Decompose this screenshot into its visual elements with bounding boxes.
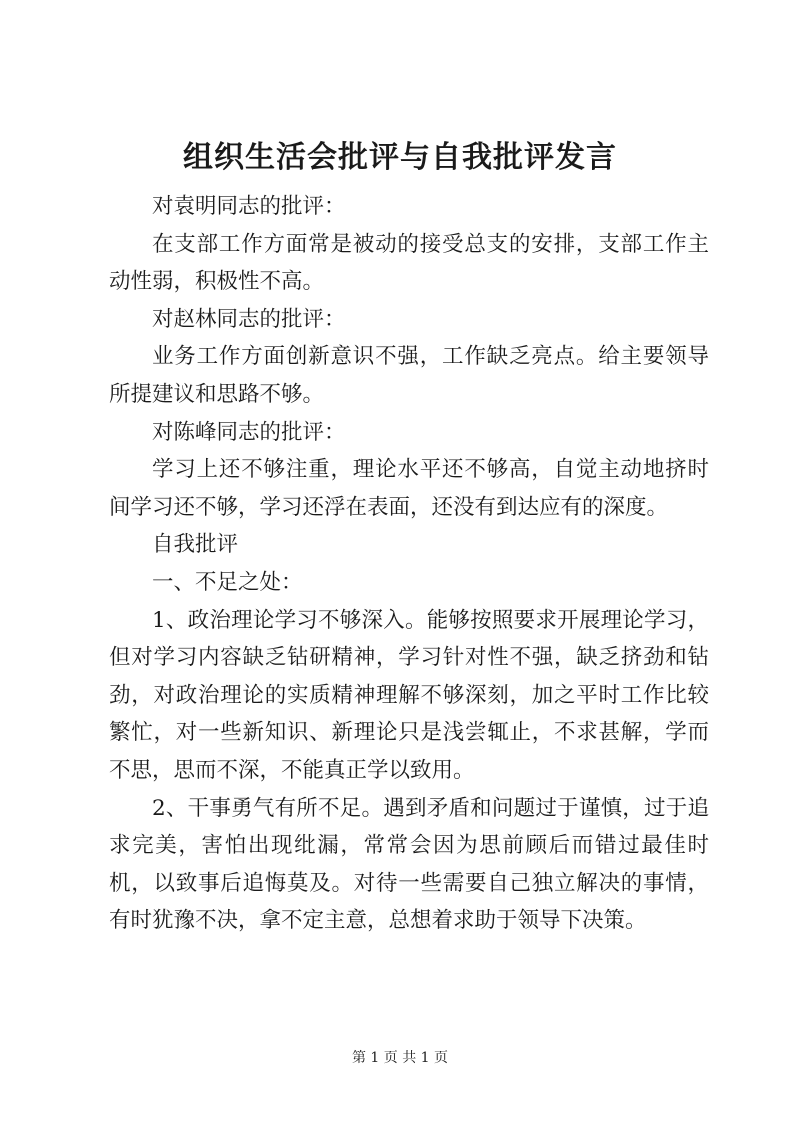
subsection-heading-shortcomings: 一、不足之处： bbox=[152, 569, 303, 595]
paragraph-critique-zhao-lin-heading: 对赵林同志的批评： bbox=[152, 306, 346, 332]
section-heading-self-criticism: 自我批评 bbox=[152, 532, 239, 558]
paragraph-critique-chen-feng: 学习上还不够注重，理论水平还不够高，自觉主动地挤时间学习还不够，学习还浮在表面，还没有到达应有的深度。 bbox=[109, 457, 709, 520]
paragraph-critique-yuan-ming: 在支部工作方面常是被动的接受总支的安排，支部工作主动性弱，积极性不高。 bbox=[109, 231, 709, 295]
paragraph-shortcoming-2: 2、干事勇气有所不足。遇到矛盾和问题过于谨慎，过于追求完美，害怕出现纰漏，常常会因为思前顾后而错过最佳时机，以致事后追悔莫及。对待一些需要自己独立解决的事情，有时犹豫不决，拿不定主意，总想着求助于领导下决策。 bbox=[109, 795, 709, 934]
page-number-footer: 第 1 页 共 1 页 bbox=[351, 1050, 449, 1066]
paragraph-critique-zhao-lin: 业务工作方面创新意识不强，工作缺乏亮点。给主要领导所提建议和思路不够。 bbox=[109, 344, 709, 407]
document-title: 组织生活会批评与自我批评发言 bbox=[183, 140, 617, 175]
paragraph-shortcoming-1: 1、政治理论学习不够深入。能够按照要求开展理论学习，但对学习内容缺乏钻研精神，学习针对性不强，缺乏挤劲和钻劲，对政治理论的实质精神理解不够深刻，加之平时工作比较繁忙，对一些新知识、新理论只是浅尝辄止，不求甚解，学而不思，思而不深，不能真正学以致用。 bbox=[109, 607, 709, 783]
paragraph-critique-yuan-ming-heading: 对袁明同志的批评： bbox=[152, 194, 346, 219]
paragraph-critique-chen-feng-heading: 对陈峰同志的批评： bbox=[152, 419, 346, 445]
document-body bbox=[109, 188, 709, 940]
